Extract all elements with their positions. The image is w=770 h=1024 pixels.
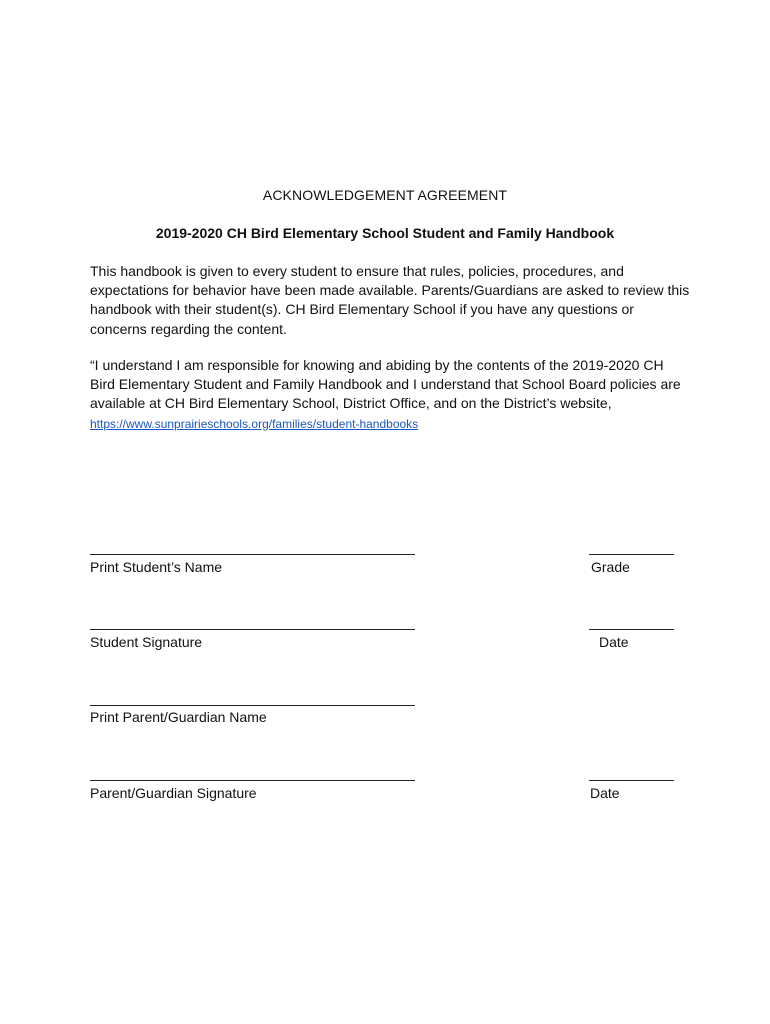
parent-name-label: Print Parent/Guardian Name <box>90 709 267 725</box>
grade-label: Grade <box>591 559 630 575</box>
parent-signature-line[interactable] <box>90 766 415 781</box>
acknowledgement-text: “I understand I am responsible for knowing and abiding by the contents of the 2019-2020 CH Bird Elementary Student and Family Handbook and I understand that School Board policies are available at CH Bird Elementary School, District Office, and on the District’s website, <box>90 357 681 412</box>
parent-name-line[interactable] <box>90 691 415 706</box>
handbook-link[interactable]: https://www.sunprairieschools.org/families/student-handbooks <box>90 416 419 431</box>
document-title: ACKNOWLEDGEMENT AGREEMENT <box>262 187 508 203</box>
student-name-label: Print Student’s Name <box>90 559 223 575</box>
acknowledgement-paragraph <box>90 356 690 434</box>
student-date-line[interactable] <box>589 615 674 630</box>
student-signature-line[interactable] <box>90 615 415 630</box>
parent-date-line[interactable] <box>589 766 674 781</box>
grade-line[interactable] <box>589 540 674 555</box>
document-subtitle: 2019-2020 CH Bird Elementary School Student and Family Handbook <box>155 225 615 241</box>
intro-paragraph: This handbook is given to every student to ensure that rules, policies, procedures, and expectations for behavior have been made available. Parents/Guardians are asked to review this handbook with their student(s). CH Bird Elementary School if you have any questions or concerns regarding the content. <box>90 263 690 337</box>
parent-date-label: Date <box>590 785 620 801</box>
parent-signature-label: Parent/Guardian Signature <box>90 785 257 801</box>
student-date-label: Date <box>599 634 629 650</box>
student-name-line[interactable] <box>90 540 415 555</box>
student-signature-label: Student Signature <box>90 634 203 650</box>
